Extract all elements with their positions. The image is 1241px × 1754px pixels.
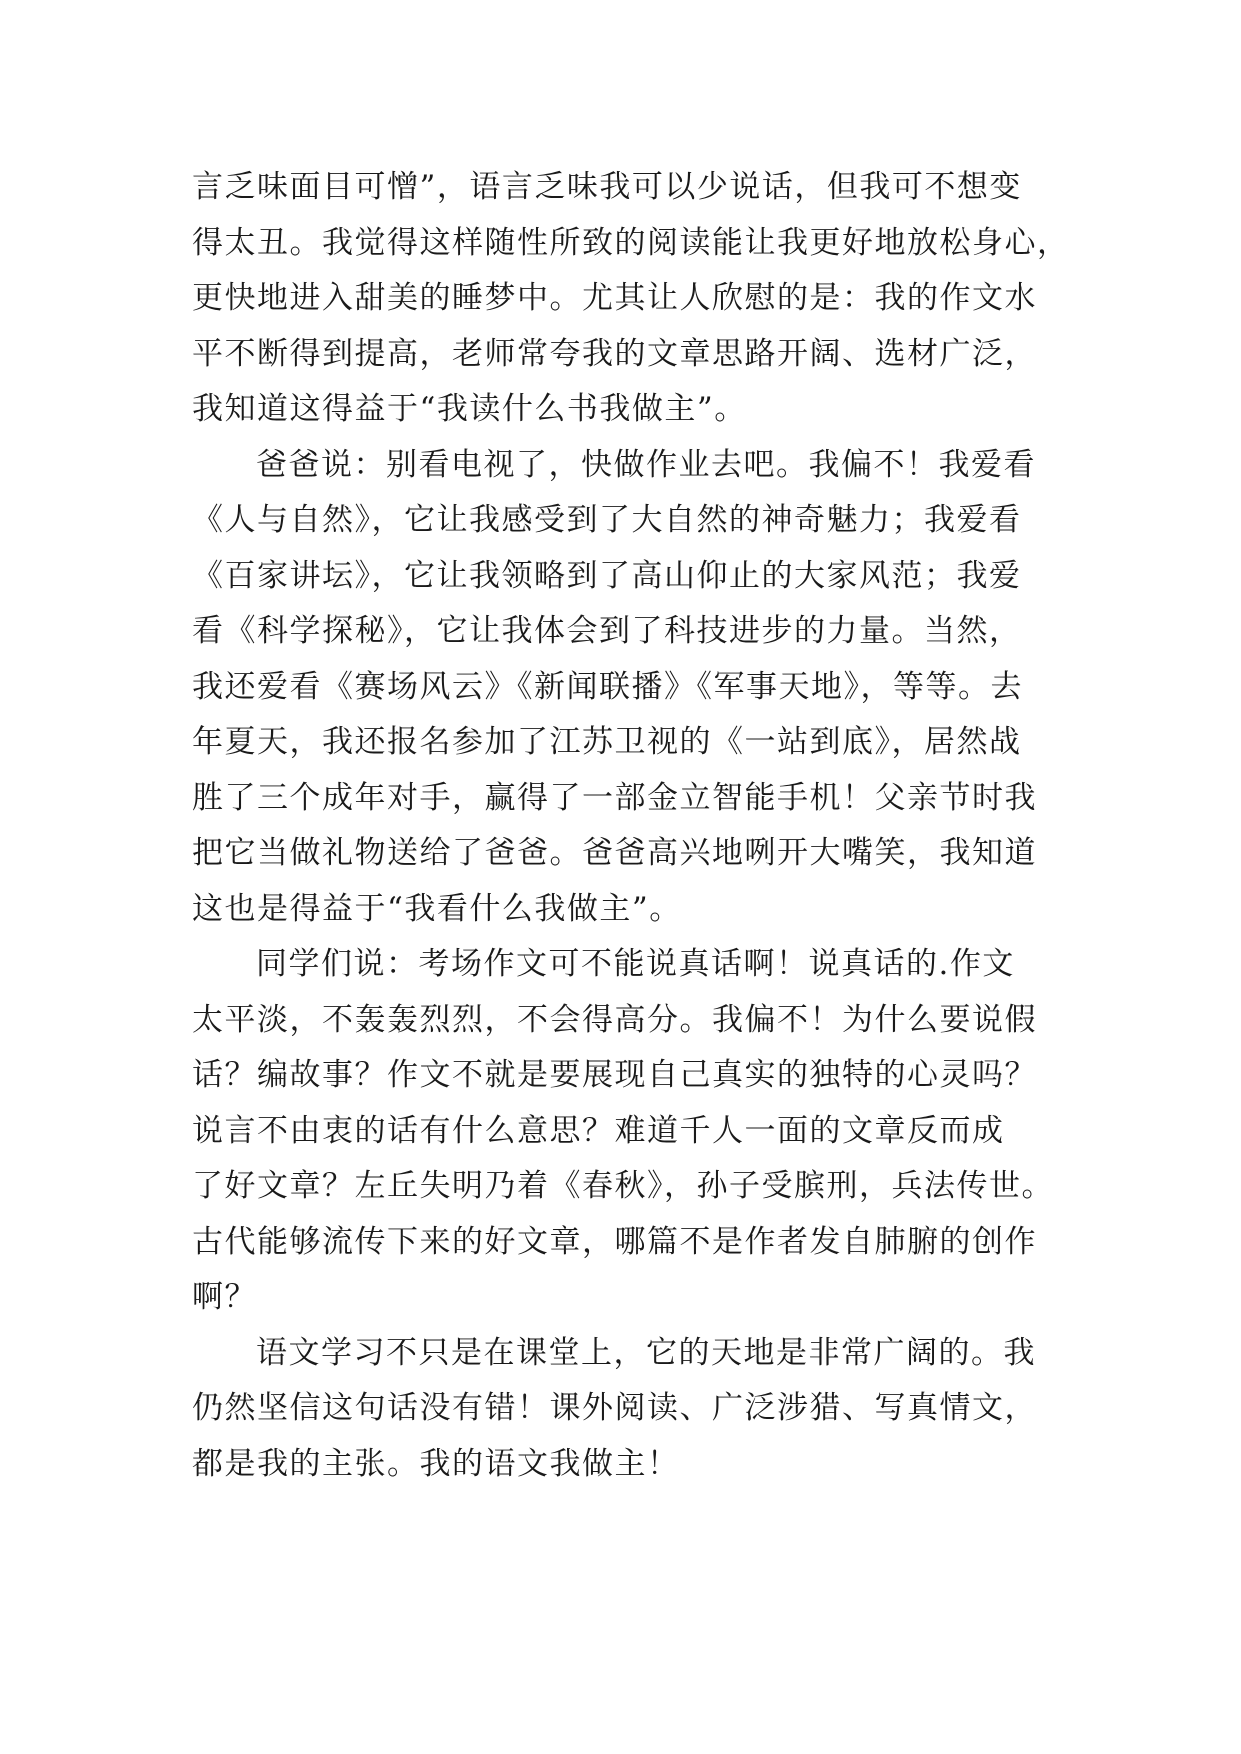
paragraph-first-line: 语文学习不只是在课堂上，它的天地是非常广阔的。我 xyxy=(256,1334,1036,1371)
text-line: 更快地进入甜美的睡梦中。尤其让人欣慰的是：我的作文水 xyxy=(192,280,1037,316)
text-line: 平不断得到提高，老师常夸我的文章思路开阔、选材广泛， xyxy=(192,335,1037,372)
body-text xyxy=(192,160,1070,1492)
text-line: 仍然坚信这句话没有错！课外阅读、广泛涉猎、写真情文， xyxy=(192,1390,1037,1426)
text-line: 太平淡，不轰轰烈烈，不会得高分。我偏不！为什么要说假 xyxy=(192,1001,1037,1038)
paragraph-first-line: 爸爸说：别看电视了，快做作业去吧。我偏不！我爱看 xyxy=(256,446,1036,483)
paragraph-first-line: 同学们说：考场作文可不能说真话啊！说真话的.作文 xyxy=(256,946,1015,982)
text-line: 话？编故事？作文不就是要展现自己真实的独特的心灵吗？ xyxy=(192,1057,1037,1093)
text-line: 了好文章？左丘失明乃着《春秋》，孙子受膑刑，兵法传世。 xyxy=(192,1168,1054,1204)
text-line: 说言不由衷的话有什么意思？难道千人一面的文章反而成 xyxy=(192,1112,1005,1149)
text-line: 这也是得益于“我看什么我做主”。 xyxy=(192,890,682,927)
text-line: 啊？ xyxy=(192,1279,257,1315)
text-line: 我还爱看《赛场风云》《新闻联播》《军事天地》，等等。去 xyxy=(192,668,1023,705)
text-line: 古代能够流传下来的好文章，哪篇不是作者发自肺腑的创作 xyxy=(192,1223,1037,1260)
text-line: 得太丑。我觉得这样随性所致的阅读能让我更好地放松身心， xyxy=(192,224,1070,261)
text-line: 言乏味面目可憎”，语言乏味我可以少说话，但我可不想变 xyxy=(192,169,1022,205)
text-line: 胜了三个成年对手，赢得了一部金立智能手机！父亲节时我 xyxy=(192,779,1037,816)
text-line: 看《科学探秘》，它让我体会到了科技进步的力量。当然， xyxy=(192,613,1022,649)
text-line: 《百家讲坛》，它让我领略到了高山仰止的大家风范；我爱 xyxy=(192,557,1022,594)
text-line: 都是我的主张。我的语文我做主！ xyxy=(192,1445,680,1482)
text-line: 年夏天，我还报名参加了江苏卫视的《一站到底》，居然战 xyxy=(192,724,1022,760)
text-line: 我知道这得益于“我读什么书我做主”。 xyxy=(192,391,747,427)
text-line: 《人与自然》，它让我感受到了大自然的神奇魅力；我爱看 xyxy=(192,502,1022,538)
text-line: 把它当做礼物送给了爸爸。爸爸高兴地咧开大嘴笑，我知道 xyxy=(192,835,1037,871)
